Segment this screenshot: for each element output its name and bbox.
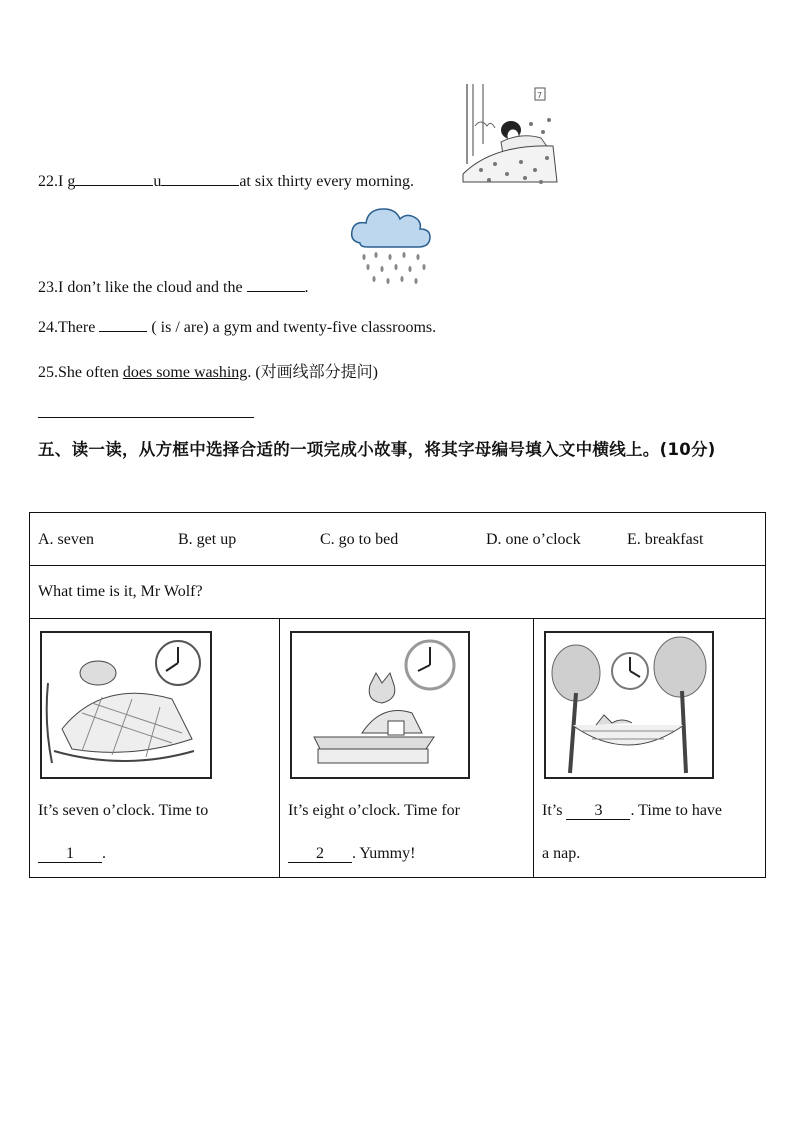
section-heading: 五、读一读，从方框中选择合适的一项完成小故事，将其字母编号填入文中横线上。(10分) xyxy=(38,440,716,459)
answer-blank[interactable] xyxy=(247,277,305,292)
question-number: 24. xyxy=(38,319,58,336)
story-title-cell xyxy=(30,566,766,619)
story-panel-3 xyxy=(534,619,766,878)
answer-line[interactable] xyxy=(38,417,254,418)
question-number: 23. xyxy=(38,279,58,296)
question-number: 22. xyxy=(38,173,58,190)
panel-2-line-2: 2 . Yummy! xyxy=(288,832,415,875)
wolf-in-bed-clock-illustration xyxy=(40,631,212,779)
girl-in-bed-illustration xyxy=(461,84,559,188)
option-d: D. one o’clock xyxy=(486,531,581,548)
answer-blank-1[interactable]: 1 xyxy=(38,846,102,863)
question-23: 23.I don’t like the cloud and the . xyxy=(38,279,309,296)
options-box xyxy=(30,513,766,566)
answer-blank[interactable] xyxy=(161,171,239,186)
option-a: A. seven xyxy=(38,531,94,548)
panel-1-line-2: 1 . xyxy=(38,832,106,875)
answer-blank[interactable] xyxy=(99,317,147,332)
panel-1-line-1: It’s seven o’clock. Time to xyxy=(38,802,209,819)
story-title: What time is it, Mr Wolf? xyxy=(38,583,203,600)
underlined-phrase: does some washing xyxy=(122,364,248,381)
option-c: C. go to bed xyxy=(320,531,399,548)
panel-3-line-1: It’s 3 . Time to have xyxy=(542,802,723,819)
svg-text:7: 7 xyxy=(537,91,543,100)
option-e: E. breakfast xyxy=(627,531,704,548)
wolf-at-table-clock-illustration xyxy=(290,631,470,779)
panel-2-line-1: It’s eight o’clock. Time for xyxy=(288,802,460,819)
rain-cloud-illustration xyxy=(350,205,436,287)
story-table xyxy=(29,512,766,878)
story-panel-1 xyxy=(30,619,280,878)
option-b: B. get up xyxy=(178,531,237,548)
question-25: 25.She often does some washing. (对画线部分提问) xyxy=(38,364,378,381)
answer-blank-3[interactable]: 3 xyxy=(566,803,630,820)
panel-3-line-2: a nap. xyxy=(542,845,581,862)
question-24: 24.There ( is / are) a gym and twenty-five classrooms. xyxy=(38,319,437,336)
answer-blank[interactable] xyxy=(75,171,153,186)
wolf-in-hammock-clock-illustration xyxy=(544,631,714,779)
answer-blank-2[interactable]: 2 xyxy=(288,846,352,863)
question-22: 22.I g u at six thirty every morning. xyxy=(38,173,414,190)
story-panel-2 xyxy=(280,619,534,878)
question-number: 25. xyxy=(38,364,58,381)
